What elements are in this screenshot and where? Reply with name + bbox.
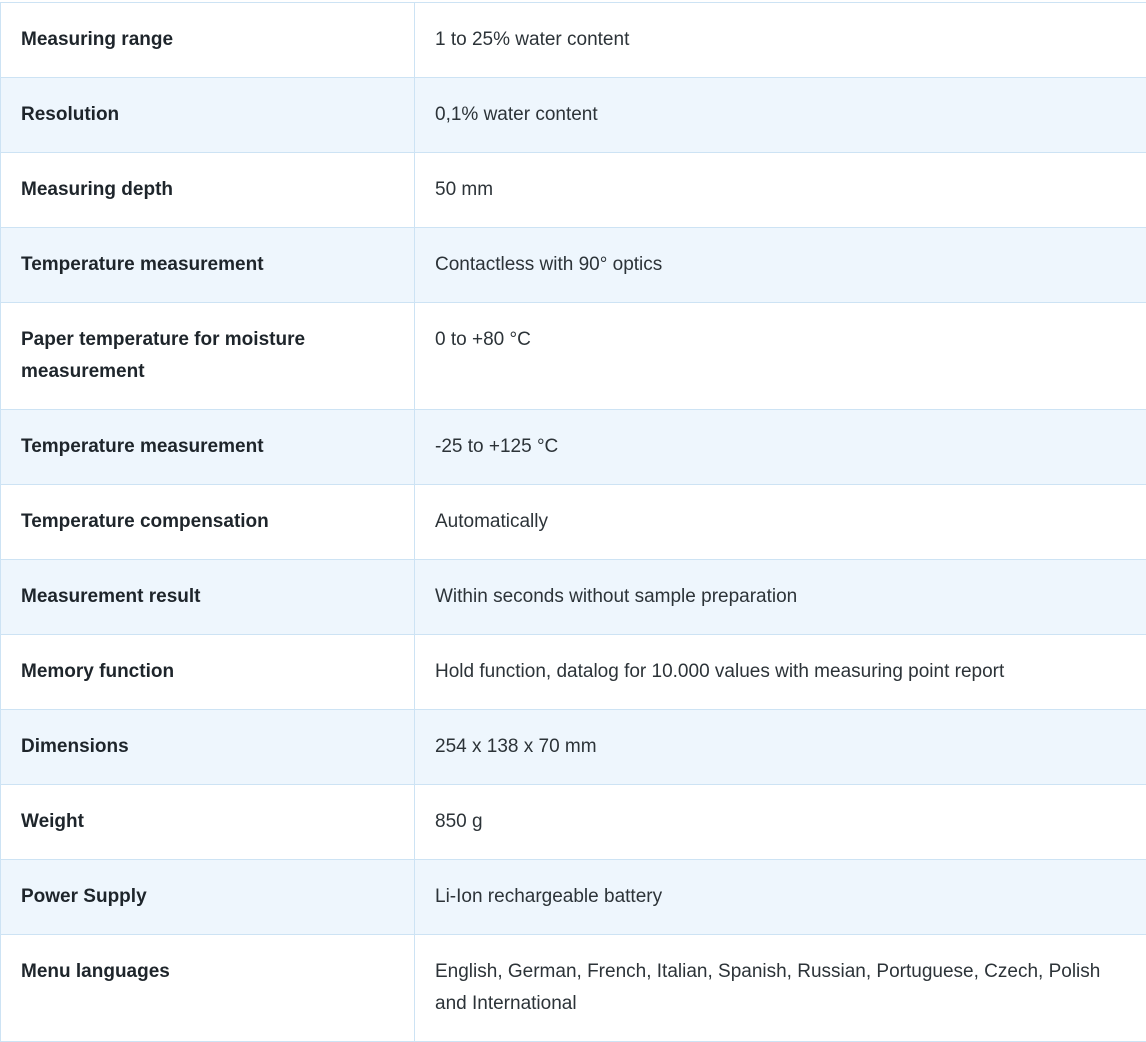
spec-value: Within seconds without sample preparation bbox=[415, 560, 1146, 635]
spec-row-dimensions bbox=[1, 710, 1146, 785]
spec-row-measurement-result bbox=[1, 560, 1146, 635]
spec-label: Temperature measurement bbox=[1, 228, 415, 303]
spec-label: Memory function bbox=[1, 635, 415, 710]
spec-value: 0,1% water content bbox=[415, 78, 1146, 153]
spec-value: Hold function, datalog for 10.000 values with measuring point report bbox=[415, 635, 1146, 710]
spec-label: Weight bbox=[1, 785, 415, 860]
spec-row-power-supply bbox=[1, 860, 1146, 935]
spec-row-temperature-measurement bbox=[1, 228, 1146, 303]
spec-label: Power Supply bbox=[1, 860, 415, 935]
spec-value: 0 to +80 °C bbox=[415, 303, 1146, 410]
spec-row-memory-function bbox=[1, 635, 1146, 710]
spec-label: Measuring range bbox=[1, 3, 415, 78]
spec-row-menu-languages bbox=[1, 935, 1146, 1042]
spec-row-measuring-range bbox=[1, 3, 1146, 78]
spec-label: Temperature compensation bbox=[1, 485, 415, 560]
spec-row-resolution bbox=[1, 78, 1146, 153]
spec-label: Measurement result bbox=[1, 560, 415, 635]
spec-row-weight bbox=[1, 785, 1146, 860]
spec-value: 1 to 25% water content bbox=[415, 3, 1146, 78]
spec-row-measuring-depth bbox=[1, 153, 1146, 228]
spec-label: Menu languages bbox=[1, 935, 415, 1042]
spec-value: Li-Ion rechargeable battery bbox=[415, 860, 1146, 935]
spec-value: 254 x 138 x 70 mm bbox=[415, 710, 1146, 785]
spec-value: English, German, French, Italian, Spanish, Russian, Portuguese, Czech, Polish and International bbox=[415, 935, 1146, 1042]
spec-label: Measuring depth bbox=[1, 153, 415, 228]
spec-value: 50 mm bbox=[415, 153, 1146, 228]
spec-value: Automatically bbox=[415, 485, 1146, 560]
spec-label: Dimensions bbox=[1, 710, 415, 785]
spec-label: Resolution bbox=[1, 78, 415, 153]
spec-label: Paper temperature for moisture measurement bbox=[1, 303, 415, 410]
specifications-table bbox=[0, 2, 1146, 1042]
spec-value: 850 g bbox=[415, 785, 1146, 860]
spec-row-temperature-compensation bbox=[1, 485, 1146, 560]
spec-value: -25 to +125 °C bbox=[415, 410, 1146, 485]
spec-row-temperature-measurement-range bbox=[1, 410, 1146, 485]
spec-label: Temperature measurement bbox=[1, 410, 415, 485]
spec-value: Contactless with 90° optics bbox=[415, 228, 1146, 303]
spec-row-paper-temperature bbox=[1, 303, 1146, 410]
